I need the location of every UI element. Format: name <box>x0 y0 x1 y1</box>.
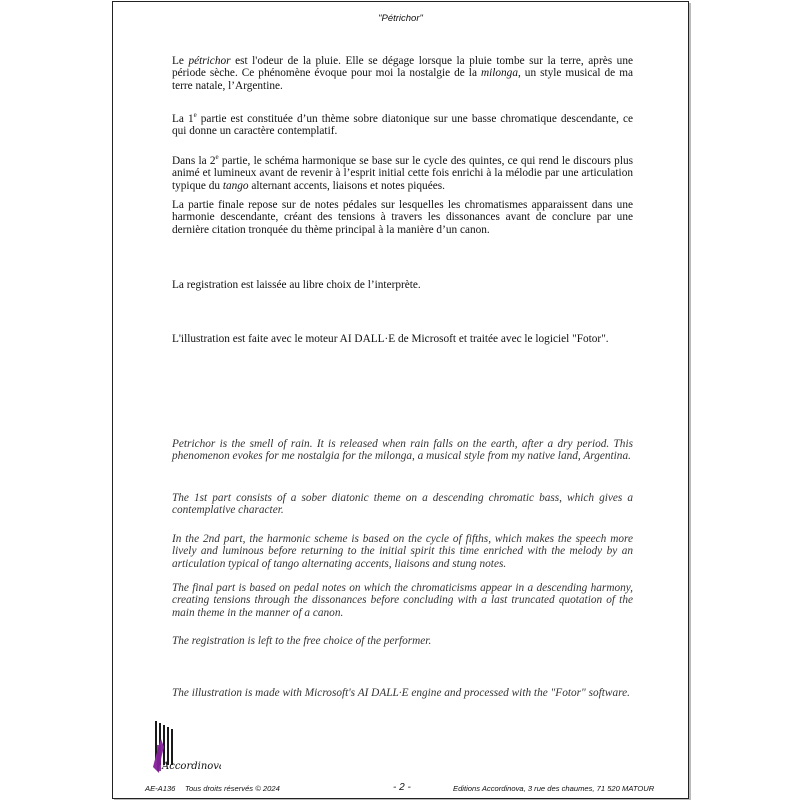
document-page <box>112 1 689 799</box>
french-paragraph-6: L'illustration est faite avec le moteur AI DALL·E de Microsoft et traitée avec le logiciel "Fotor". <box>172 333 609 345</box>
french-paragraph-1: Le pétrichor est l'odeur de la pluie. Elle se dégage lorsque la pluie tombe sur la terre, après une période sèche. Ce phénomène évoque pour moi la nostalgie de la milonga, un style musical de ma terre natale, l’Argentine. <box>172 55 633 92</box>
footer-publisher: Editions Accordinova, 3 rue des chaumes, 71 520 MATOUR <box>453 784 655 793</box>
footer-page-number: - 2 - <box>393 782 411 793</box>
logo-wordmark: Accordinova <box>162 761 221 772</box>
french-paragraph-5: La registration est laissée au libre choix de l’interprète. <box>172 279 421 291</box>
english-paragraph-6: The illustration is made with Microsoft's AI DALL·E engine and processed with the "Fotor" software. <box>172 687 630 699</box>
page-header-title: "Pétrichor" <box>378 13 423 24</box>
english-paragraph-5: The registration is left to the free choice of the performer. <box>172 635 432 647</box>
english-paragraph-1: Petrichor is the smell of rain. It is released when rain falls on the earth, after a dry period. This phenomenon evokes for me nostalgia for the milonga, a musical style from my native land, Argentina. <box>172 438 633 463</box>
english-paragraph-4: The final part is based on pedal notes on which the chromaticisms appear in a descending harmony, creating tensions through the dissonances before concluding with a last truncated quotation of the main theme in the manner of a canon. <box>172 582 633 619</box>
footer-reference: AE-A136 <box>145 784 176 793</box>
english-paragraph-3: In the 2nd part, the harmonic scheme is based on the cycle of fifths, which makes the speech more lively and luminous before returning to the initial spirit this time enriched with the melody by an articulation typical of tango alternating accents, liaisons and stung notes. <box>172 533 633 570</box>
french-paragraph-3: Dans la 2e partie, le schéma harmonique se base sur le cycle des quintes, ce qui rend le discours plus animé et lumineux avant de revenir à l’esprit initial cette fois enrichi à la mélodie par une articulation typique du tango alternant accents, liaisons et notes piquées. <box>172 153 633 192</box>
footer-rights: Tous droits réservés © 2024 <box>185 784 280 793</box>
french-paragraph-2: La 1e partie est constituée d’un thème sobre diatonique sur une basse chromatique descendante, ce qui donne un caractère contemplatif. <box>172 111 633 138</box>
french-paragraph-4: La partie finale repose sur de notes pédales sur lesquelles les chromatismes apparaissent dans une harmonie descendante, créant des tensions à travers les dissonances avant de conclure par une dernière citation tronquée du thème principal à la manière d’un canon. <box>172 199 633 236</box>
accordinova-logo <box>151 717 221 777</box>
english-paragraph-2: The 1st part consists of a sober diatonic theme on a descending chromatic bass, which gives a contemplative character. <box>172 492 633 517</box>
